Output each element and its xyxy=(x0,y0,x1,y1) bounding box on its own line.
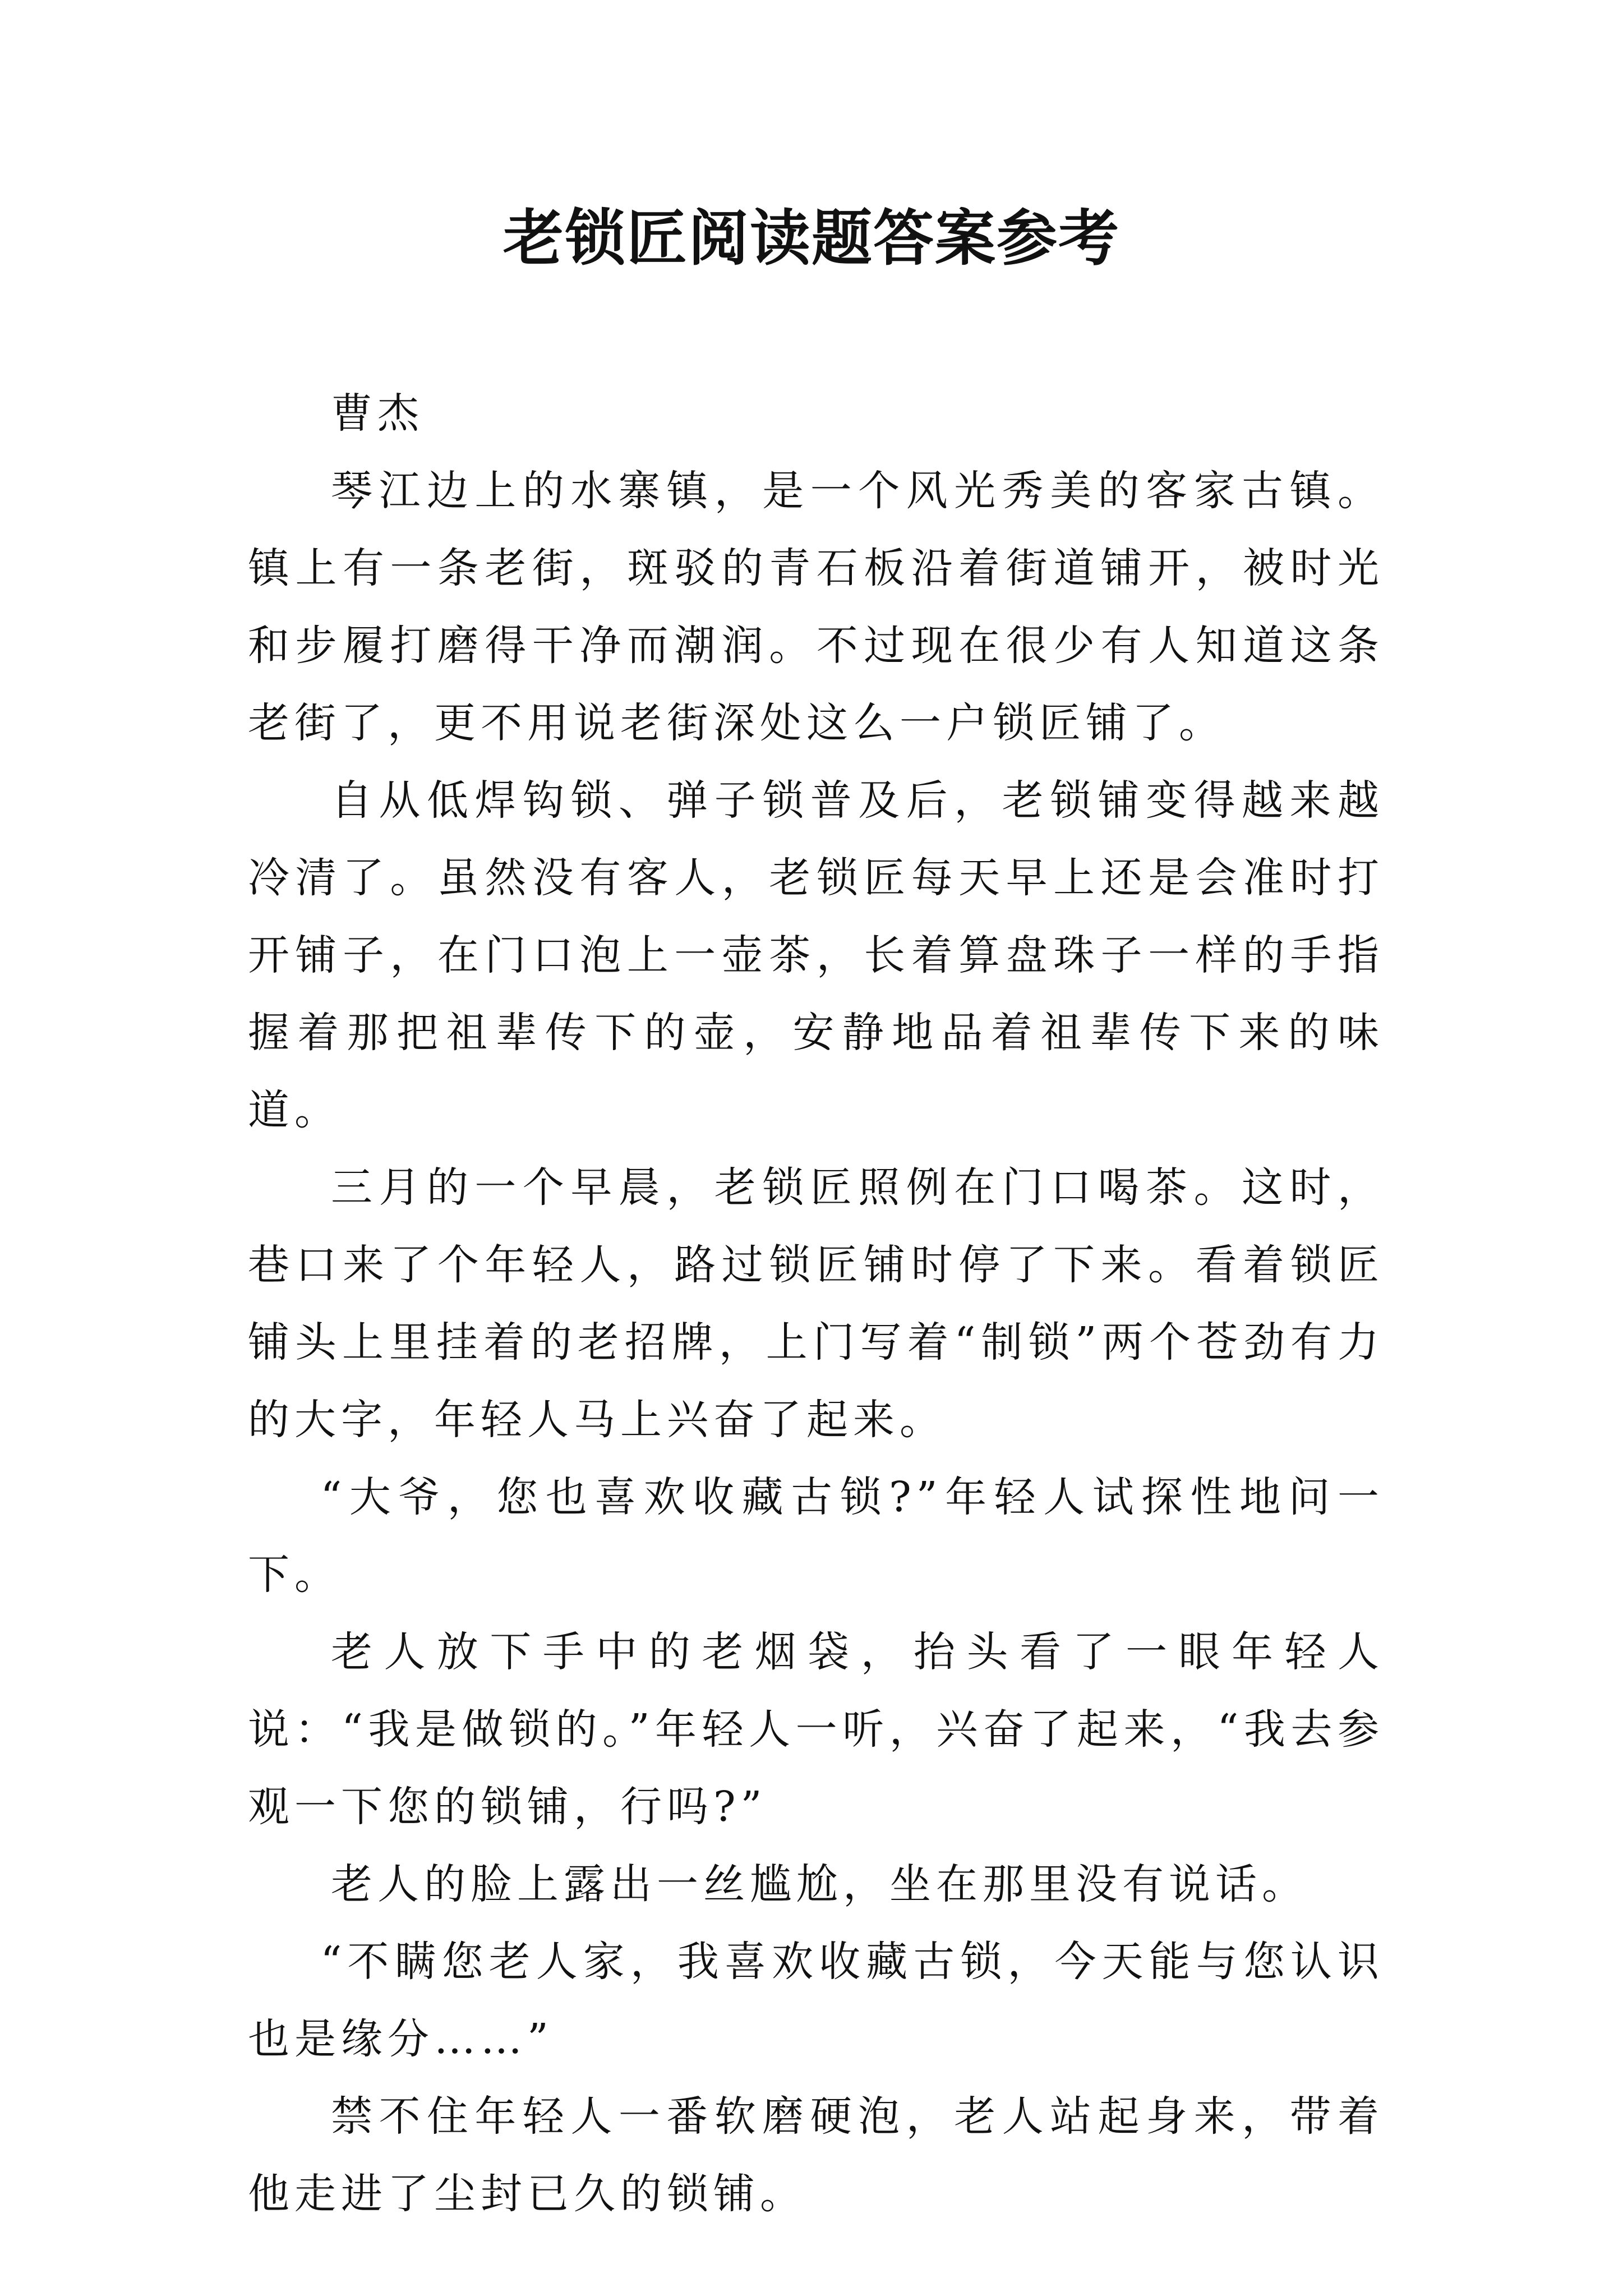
paragraph: 琴江边上的水寨镇，是一个风光秀美的客家古镇。镇上有一条老街，斑驳的青石板沿着街道铺开，被时光和步履打磨得干净而潮润。不过现在很少有人知道这条老街了，更不用说老街深处这么一户锁匠铺了。 xyxy=(248,467,1384,747)
document-body xyxy=(248,375,1384,2233)
paragraph: 三月的一个早晨，老锁匠照例在门口喝茶。这时，巷口来了个年轻人，路过锁匠铺时停了下来。看着锁匠铺头上里挂着的老招牌，上门写着“制锁”两个苍劲有力的大字，年轻人马上兴奋了起来。 xyxy=(248,1163,1384,1444)
author-line: 曹杰 xyxy=(331,389,424,438)
paragraph: “不瞒您老人家，我喜欢收藏古锁，今天能与您认识也是缘分……” xyxy=(248,1938,1384,2063)
paragraph: 老人的脸上露出一丝尴尬，坐在那里没有说话。 xyxy=(331,1860,1308,1908)
document-title: 老锁匠阅读题答案参考 xyxy=(502,203,1120,274)
paragraph: 禁不住年轻人一番软磨硬泡，老人站起身来，带着他走进了尘封已久的锁铺。 xyxy=(248,2092,1384,2218)
paragraph: “大爷，您也喜欢收藏古锁?”年轻人试探性地问一下。 xyxy=(248,1473,1384,1599)
paragraph: 老人放下手中的老烟袋，抬头看了一眼年轻人说：“我是做锁的。”年轻人一听，兴奋了起来，“我去参观一下您的锁铺，行吗?” xyxy=(248,1628,1384,1831)
paragraph: 自从低焊钩锁、弹子锁普及后，老锁铺变得越来越冷清了。虽然没有客人，老锁匠每天早上还是会准时打开铺子，在门口泡上一壶茶，长着算盘珠子一样的手指握着那把祖辈传下的壶，安静地品着祖辈传下来的味道。 xyxy=(248,776,1384,1134)
